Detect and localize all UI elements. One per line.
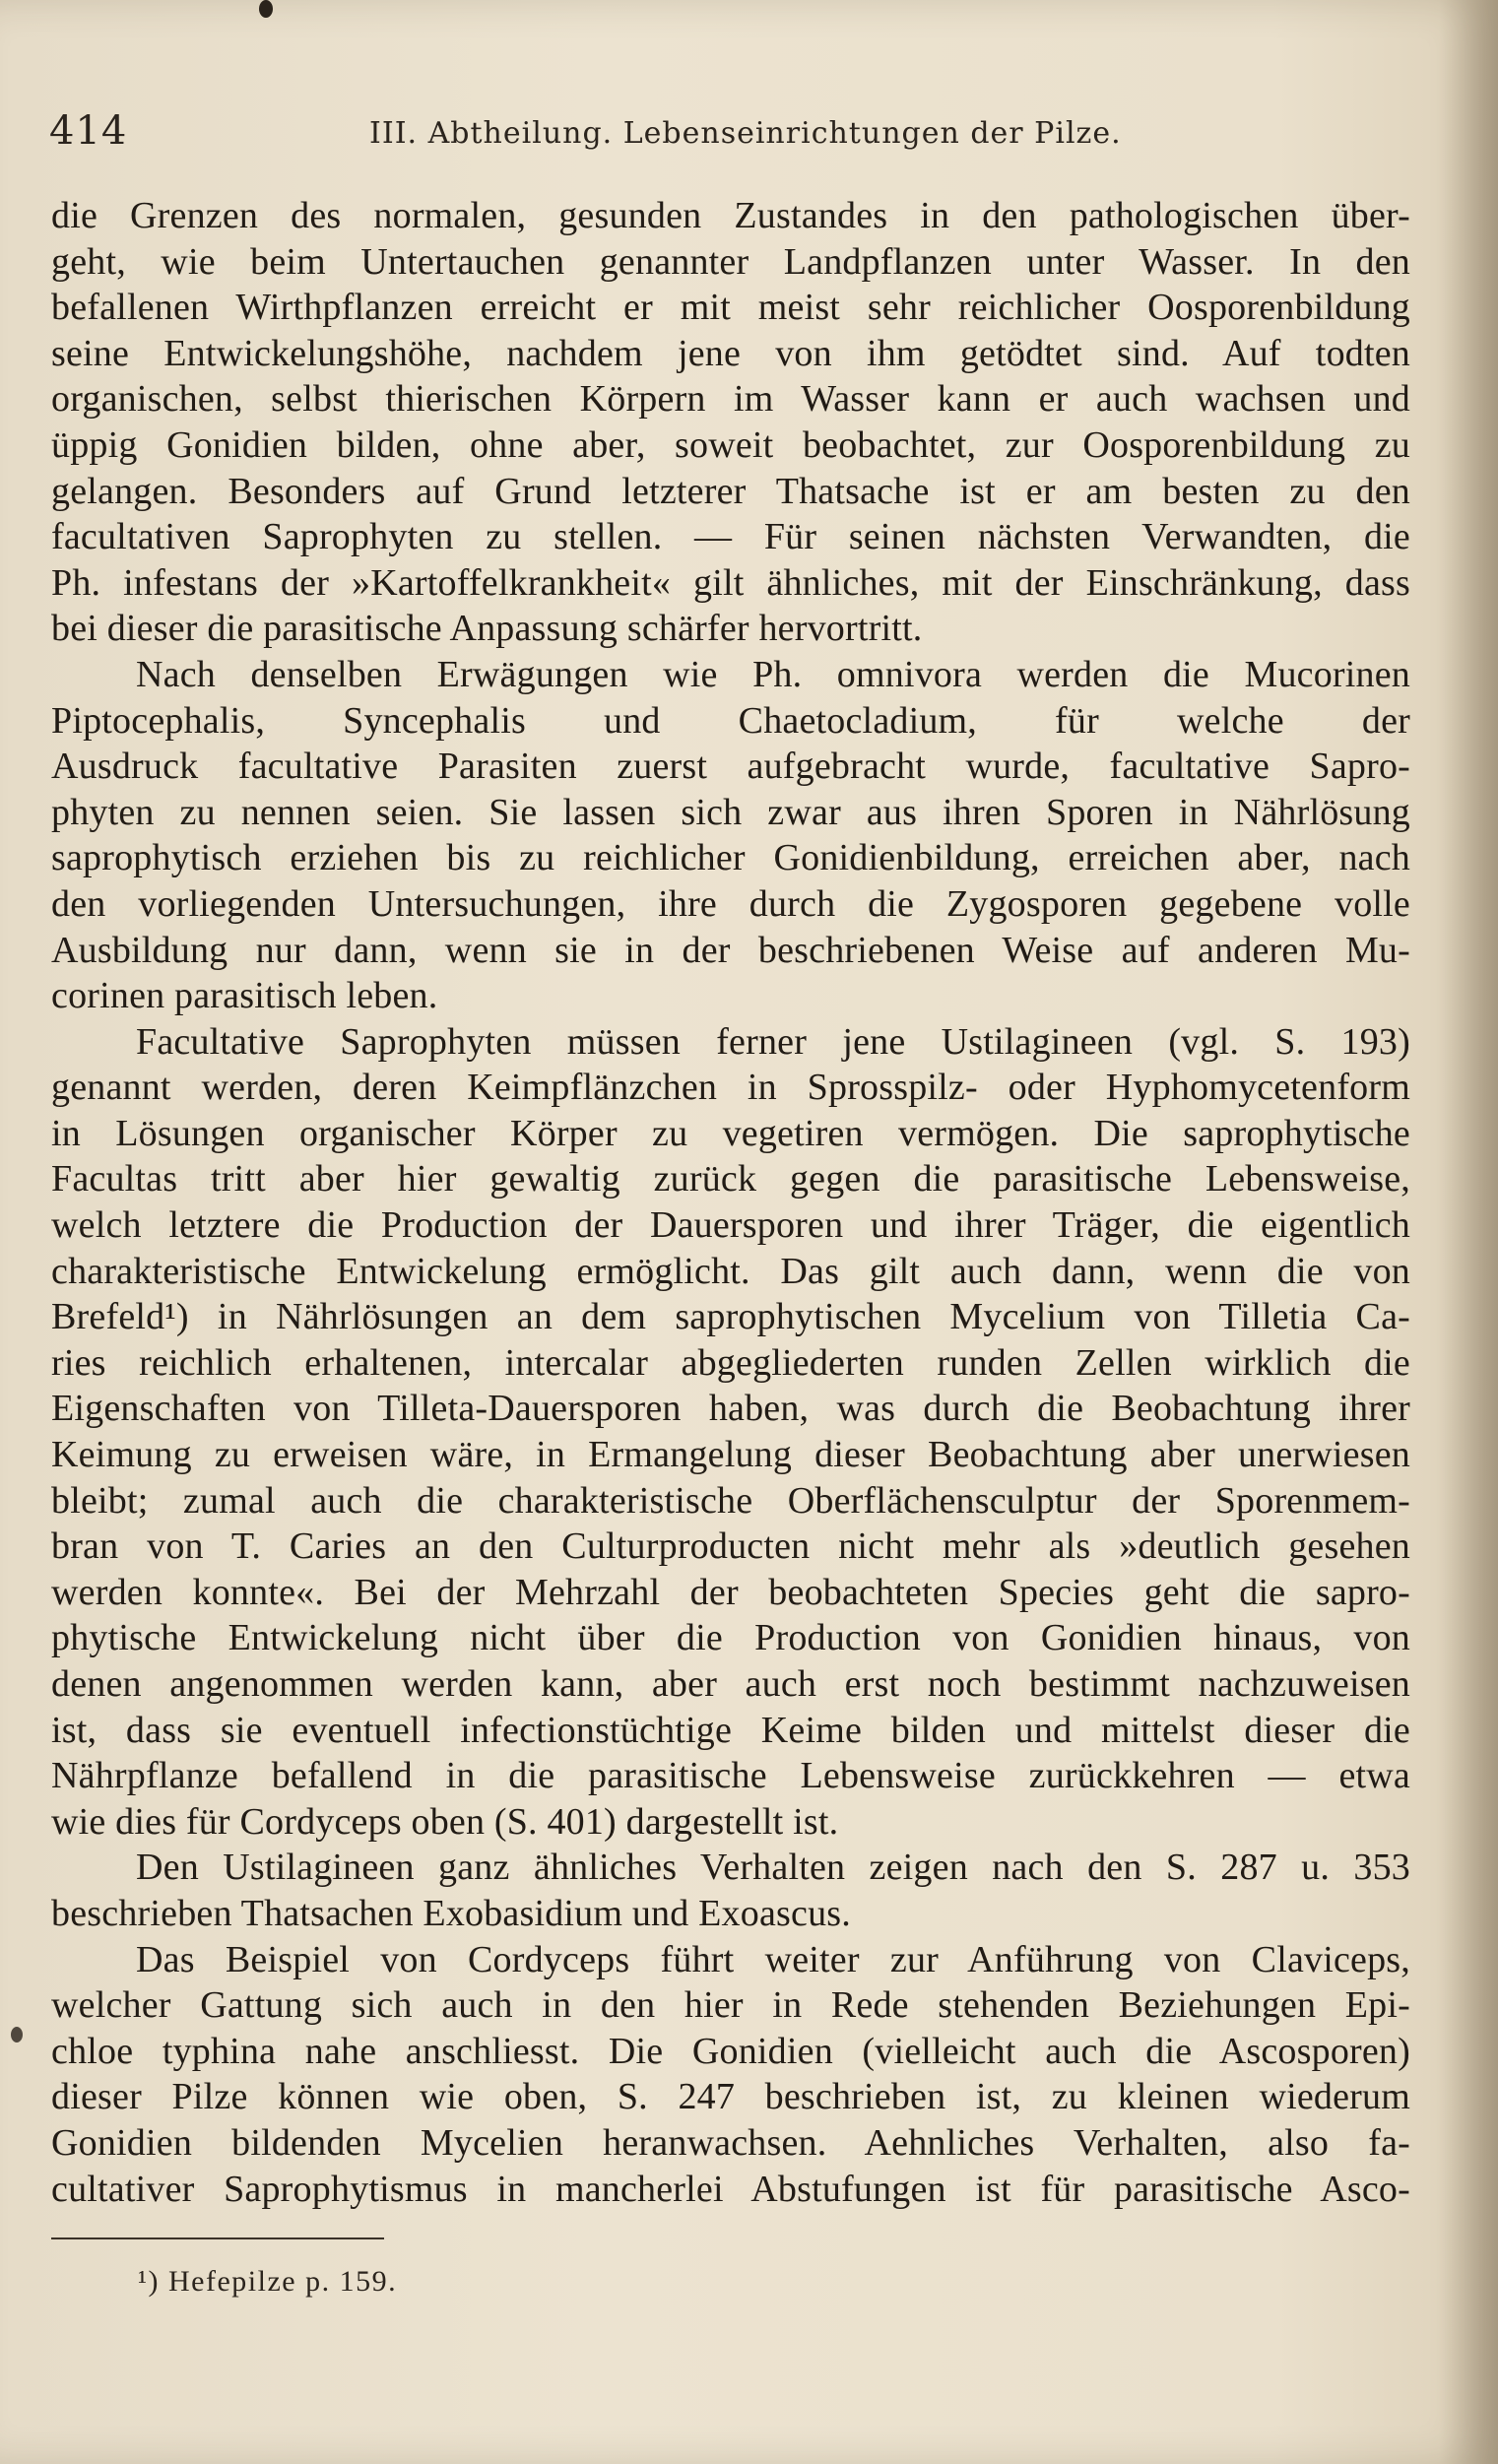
text-line: Keimung zu erweisen wäre, in Ermangelung dieser Beobachtung aber unerwiesen <box>51 1434 1410 1476</box>
page-edge-shadow <box>1439 0 1498 2464</box>
text-line: ist, dass sie eventuell infectionstüchtige Keime bilden und mittelst dieser die <box>51 1709 1410 1751</box>
text-line: welcher Gattung sich auch in den hier in Rede stehenden Beziehungen Epi- <box>51 1984 1410 2027</box>
text-line: bran von T. Caries an den Culturproducten nicht mehr als »deutlich gesehen <box>51 1525 1410 1568</box>
text-line: wie dies für Cordyceps oben (S. 401) dargestellt ist. <box>51 1800 839 1843</box>
ink-spot <box>11 2027 23 2043</box>
footnote: ¹) Hefepilze p. 159. <box>138 2265 398 2298</box>
text-line: Facultas tritt aber hier gewaltig zurück gegen die parasitische Lebensweise, <box>51 1158 1410 1200</box>
text-line: Ausbildung nur dann, wenn sie in der beschriebenen Weise auf anderen Mu- <box>51 929 1410 971</box>
text-line: Das Beispiel von Cordyceps führt weiter zur Anführung von Claviceps, <box>136 1938 1410 1980</box>
text-line: welch letztere die Production der Dauersporen und ihrer Träger, die eigentlich <box>51 1204 1410 1247</box>
text-line: Brefeld¹) in Nährlösungen an dem saprophytischen Mycelium von Tilletia Ca- <box>51 1296 1410 1338</box>
text-line: Ph. infestans der »Kartoffelkrankheit« gilt ähnliches, mit der Einschränkung, dass <box>51 561 1410 604</box>
text-line: Ausdruck facultative Parasiten zuerst aufgebracht wurde, facultative Sapro- <box>51 746 1410 788</box>
text-line: geht, wie beim Untertauchen genannter Landpflanzen unter Wasser. In den <box>51 240 1410 283</box>
text-line: den vorliegenden Untersuchungen, ihre durch die Zygosporen gegebene volle <box>51 882 1410 925</box>
text-line: bleibt; zumal auch die charakteristische Oberflächensculptur der Sporenmem- <box>51 1479 1410 1522</box>
text-line: denen angenommen werden kann, aber auch erst noch bestimmt nachzuweisen <box>51 1663 1410 1705</box>
text-line: cultativer Saprophytismus in mancherlei Abstufungen ist für parasitische Asco- <box>51 2168 1410 2210</box>
text-line: beschrieben Thatsachen Exobasidium und Exoascus. <box>51 1892 851 1934</box>
page-number: 414 <box>49 108 128 154</box>
text-line: phytische Entwickelung nicht über die Production von Gonidien hinaus, von <box>51 1617 1410 1659</box>
text-line: ries reichlich erhaltenen, intercalar abgegliederten runden Zellen wirklich die <box>51 1341 1410 1384</box>
text-line: Facultative Saprophyten müssen ferner jene Ustilagineen (vgl. S. 193) <box>136 1020 1410 1063</box>
text-line: Gonidien bildenden Mycelien heranwachsen. Aehnliches Verhalten, also fa- <box>51 2121 1410 2164</box>
text-line: chloe typhina nahe anschliesst. Die Gonidien (vielleicht auch die Ascosporen) <box>51 2030 1410 2072</box>
ink-spot <box>259 0 273 18</box>
text-line: bei dieser die parasitische Anpassung schärfer hervortritt. <box>51 608 923 650</box>
text-line: saprophytisch erziehen bis zu reichlicher Gonidienbildung, erreichen aber, nach <box>51 837 1410 879</box>
page-header <box>49 108 1408 163</box>
text-line: corinen parasitisch leben. <box>51 975 438 1017</box>
text-line: seine Entwickelungshöhe, nachdem jene von ihm getödtet sind. Auf todten <box>51 332 1410 374</box>
text-line: genannt werden, deren Keimpflänzchen in Sprosspilz- oder Hyphomycetenform <box>51 1067 1410 1109</box>
text-line: Piptocephalis, Syncephalis und Chaetocladium, für welche der <box>51 699 1410 742</box>
text-line: befallenen Wirthpflanzen erreicht er mit meist sehr reichlicher Oosporenbildung <box>51 287 1410 329</box>
text-line: phyten zu nennen seien. Sie lassen sich zwar aus ihren Sporen in Nährlösung <box>51 791 1410 833</box>
text-line: charakteristische Entwickelung ermöglicht. Das gilt auch dann, wenn die von <box>51 1250 1410 1292</box>
text-line: werden konnte«. Bei der Mehrzahl der beobachteten Species geht die sapro- <box>51 1571 1410 1613</box>
footnote-separator <box>51 2237 384 2239</box>
body-text <box>51 193 1410 2212</box>
running-head: III. Abtheilung. Lebenseinrichtungen der Pilze. <box>369 116 1122 151</box>
text-line: die Grenzen des normalen, gesunden Zustandes in den pathologischen über- <box>51 195 1410 236</box>
text-line: facultativen Saprophyten zu stellen. — Für seinen nächsten Verwandten, die <box>51 516 1410 558</box>
text-line: Nährpflanze befallend in die parasitische Lebensweise zurückkehren — etwa <box>51 1755 1410 1797</box>
text-line: in Lösungen organischer Körper zu vegetiren vermögen. Die saprophytische <box>51 1112 1410 1154</box>
text-line: gelangen. Besonders auf Grund letzterer Thatsache ist er am besten zu den <box>51 470 1410 512</box>
text-line: Eigenschaften von Tilleta-Dauersporen haben, was durch die Beobachtung ihrer <box>51 1388 1410 1430</box>
text-line: organischen, selbst thierischen Körpern im Wasser kann er auch wachsen und <box>51 378 1410 421</box>
text-line: üppig Gonidien bilden, ohne aber, soweit beobachtet, zur Oosporenbildung zu <box>51 423 1410 466</box>
text-line: dieser Pilze können wie oben, S. 247 beschrieben ist, zu kleinen wiederum <box>51 2076 1410 2118</box>
text-line: Nach denselben Erwägungen wie Ph. omnivora werden die Mucorinen <box>136 653 1410 695</box>
text-line: Den Ustilagineen ganz ähnliches Verhalten zeigen nach den S. 287 u. 353 <box>136 1847 1410 1889</box>
